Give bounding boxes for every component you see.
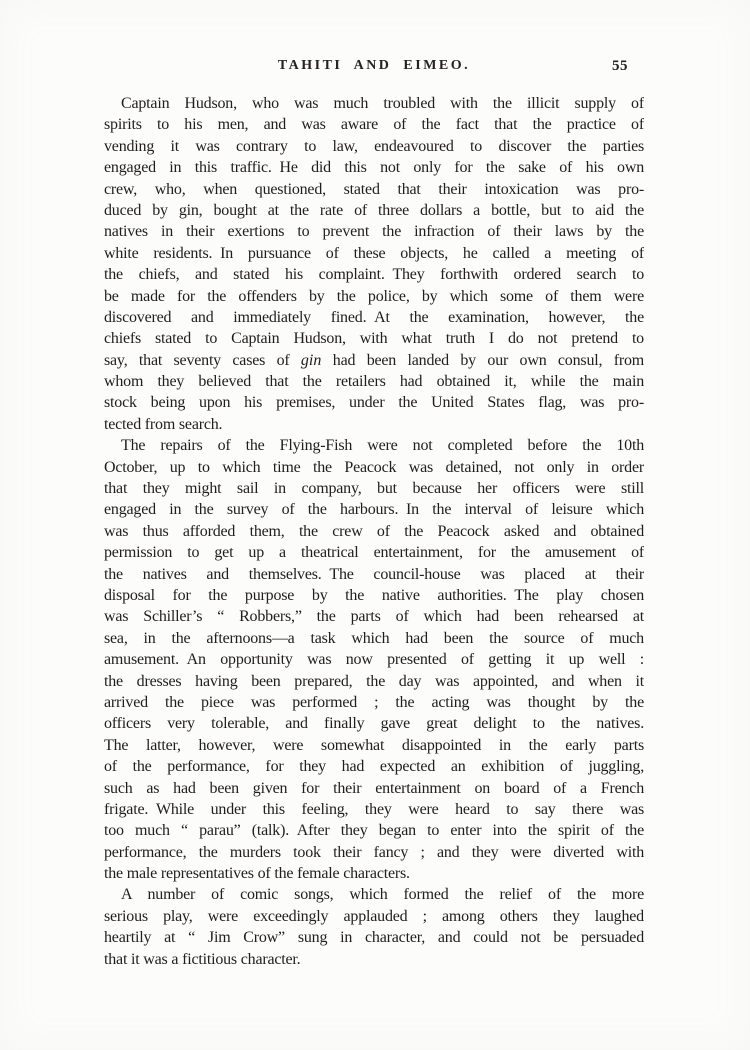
page-body bbox=[104, 93, 644, 970]
text-line: October, up to which time the Peacock was detained, not only in order bbox=[104, 458, 644, 476]
text-line: such as had been given for their entertainment on board of a French bbox=[104, 779, 644, 797]
text-line: the dresses having been prepared, the day was appointed, and when it bbox=[104, 672, 644, 690]
text-line: too much “ parau” (talk). After they began to enter into the spirit of the bbox=[104, 822, 644, 840]
text-line: A number of comic songs, which formed the relief of the more bbox=[121, 886, 644, 904]
text-line: officers very tolerable, and finally gave great delight to the natives. bbox=[104, 715, 644, 733]
page-title: TAHITI AND EIMEO. bbox=[277, 58, 471, 73]
text-line: white residents. In pursuance of these objects, he called a meeting of bbox=[104, 244, 644, 262]
text-line: disposal for the purpose by the native authorities. The play chosen bbox=[104, 586, 644, 604]
text-line: arrived the piece was performed ; the acting was thought by the bbox=[104, 693, 644, 711]
text-line: The latter, however, were somewhat disappointed in the early parts bbox=[104, 736, 644, 754]
text-line: crew, who, when questioned, stated that their intoxication was pro- bbox=[104, 180, 644, 198]
text-line: engaged in the survey of the harbours. In the interval of leisure which bbox=[104, 501, 644, 519]
text-line: amusement. An opportunity was now presented of getting it up well : bbox=[104, 651, 644, 669]
text-line: Captain Hudson, who was much troubled with the illicit supply of bbox=[121, 95, 644, 112]
text-line: the male representatives of the female characters. bbox=[104, 865, 410, 883]
page-content bbox=[104, 58, 644, 970]
text-line: discovered and immediately fined. At the examination, however, the bbox=[104, 308, 644, 326]
paragraph bbox=[104, 93, 644, 435]
text-line: spirits to his men, and was aware of the fact that the practice of bbox=[104, 116, 644, 134]
paragraph bbox=[104, 435, 644, 884]
paragraph bbox=[104, 884, 644, 970]
text-line: The repairs of the Flying-Fish were not completed before the 10th bbox=[121, 437, 644, 455]
running-header bbox=[104, 58, 644, 82]
text-line: of the performance, for they had expected an exhibition of juggling, bbox=[104, 758, 644, 776]
text-line: say, that seventy cases of gin had been landed by our own consul, from bbox=[104, 351, 644, 369]
text-line: engaged in this traffic. He did this not only for the sake of his own bbox=[104, 159, 644, 177]
text-line: vending it was contrary to law, endeavoured to discover the parties bbox=[104, 137, 644, 155]
text-line: duced by gin, bought at the rate of three dollars a bottle, but to aid the bbox=[104, 201, 644, 219]
text-line: chiefs stated to Captain Hudson, with what truth I do not pretend to bbox=[104, 330, 644, 348]
text-line: the natives and themselves. The council-house was placed at their bbox=[104, 565, 644, 583]
text-line: stock being upon his premises, under the United States flag, was pro- bbox=[104, 394, 644, 412]
text-line: permission to get up a theatrical entertainment, for the amusement of bbox=[104, 544, 644, 562]
text-line: was Schiller’s “ Robbers,” the parts of which had been rehearsed at bbox=[104, 608, 644, 626]
text-line: heartily at “ Jim Crow” sung in character, and could not be persuaded bbox=[104, 929, 644, 947]
text-line: be made for the offenders by the police, by which some of them were bbox=[104, 287, 644, 305]
text-line: that they might sail in company, but because her officers were still bbox=[104, 480, 644, 498]
text-line: sea, in the afternoons—a task which had been the source of much bbox=[104, 629, 644, 647]
text-line: tected from search. bbox=[104, 415, 223, 433]
text-line: that it was a fictitious character. bbox=[104, 950, 301, 968]
text-line: whom they believed that the retailers had obtained it, while the main bbox=[104, 373, 644, 391]
text-line: was thus afforded them, the crew of the Peacock asked and obtained bbox=[104, 522, 644, 540]
text-line: frigate. While under this feeling, they were heard to say there was bbox=[104, 800, 644, 818]
page-number: 55 bbox=[612, 58, 628, 74]
text-line: natives in their exertions to prevent the infraction of their laws by the bbox=[104, 223, 644, 241]
text-line: the chiefs, and stated his complaint. They forthwith ordered search to bbox=[104, 266, 644, 284]
text-line: performance, the murders took their fancy ; and they were diverted with bbox=[104, 843, 644, 861]
text-line: serious play, were exceedingly applauded ; among others they laughed bbox=[104, 907, 644, 925]
